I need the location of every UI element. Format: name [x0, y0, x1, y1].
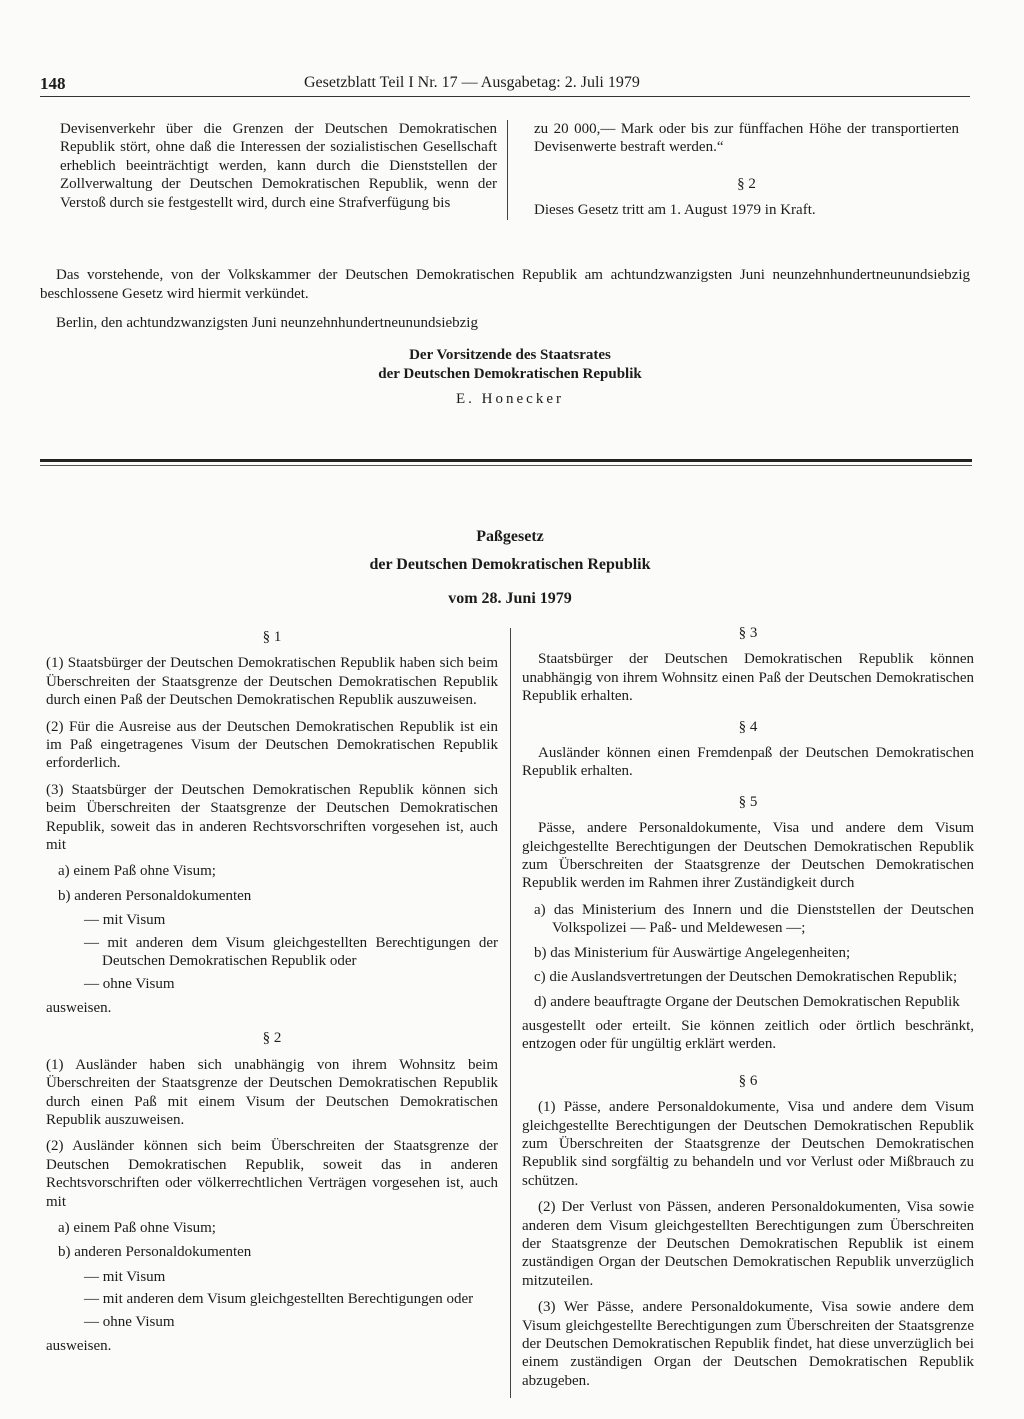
section-1-heading: § 1	[262, 629, 282, 645]
section-4-para: Ausländer können einen Fremdenpaß der Deutschen Demokratischen Republik erhalten.	[522, 745, 974, 780]
section-6-heading: § 6	[738, 1072, 758, 1089]
section-4-heading: § 4	[738, 718, 758, 735]
section-2-end: ausweisen.	[46, 1338, 112, 1354]
section-1-para-1: (1) Staatsbürger der Deutschen Demokratischen Republik haben sich beim Überschreiten der Staatsgrenze der Deutschen Demokratischen Republik durch einen Paß der Deutschen Demokratischen Republik auszuweisen.	[46, 655, 498, 709]
list-item: — mit Visum	[84, 912, 166, 929]
list-item: b) das Ministerium für Auswärtige Angelegenheiten;	[534, 944, 851, 961]
section-5-heading: § 5	[738, 793, 758, 810]
promulgation-text: Das vorstehende, von der Volkskammer der Deutschen Demokratischen Republik am achtundzwanzigsten Juni neunzehnhundertneunundsiebzig beschlossene Gesetz wird hiermit verkündet.	[40, 267, 970, 302]
list-item: — mit anderen dem Visum gleichgestellten Berechtigungen oder	[84, 1291, 474, 1308]
section-heading: § 2	[737, 175, 756, 192]
list-item: — ohne Visum	[84, 1313, 175, 1330]
list-item: d) andere beauftragte Organe der Deutschen Demokratischen Republik	[534, 993, 960, 1010]
divider-rule-thick	[40, 459, 972, 462]
list-item: a) einem Paß ohne Visum;	[58, 1219, 216, 1236]
page-number: 148	[40, 74, 66, 93]
law-title-line-3: vom 28. Juni 1979	[448, 590, 572, 607]
section-6-para-1: (1) Pässe, andere Personaldokumente, Visa und andere dem Visum gleichgestellte Berechtigungen der Deutschen Demokratischen Republik zum Überschreiten der Staatsgrenze der Deutschen Demokratischen Republik sind sorgfältig zu behandeln und vor Verlust oder Mißbrauch zu schützen.	[522, 1099, 974, 1189]
place-date: Berlin, den achtundzwanzigsten Juni neunzehnhundertneunundsiebzig	[56, 315, 478, 331]
section-text: Dieses Gesetz tritt am 1. August 1979 in Kraft.	[534, 202, 816, 219]
list-item: a) einem Paß ohne Visum;	[58, 863, 216, 880]
top-right-text: zu 20 000,— Mark oder bis zur fünffachen Höhe der transportierten Devisenwerte bestraft werden.“	[534, 121, 959, 156]
section-5-end: ausgestellt oder erteilt. Sie können zeitlich oder örtlich beschränkt, entzogen oder für ungültig erklärt werden.	[522, 1017, 974, 1053]
section-1-list	[46, 862, 498, 992]
section-5-para: Pässe, andere Personaldokumente, Visa und andere dem Visum gleichgestellte Berechtigungen der Deutschen Demokratischen Republik zum Überschreiten der Staatsgrenze der Deutschen Demokratischen Republik werden im Rahmen ihrer Zuständigkeit durch	[522, 820, 974, 892]
section-3-para: Staatsbürger der Deutschen Demokratischen Republik können unabhängig von ihrem Wohnsitz einen Paß der Deutschen Demokratischen Republik erhalten.	[522, 651, 974, 705]
section-5-list	[522, 901, 974, 1011]
section-3-heading: § 3	[738, 625, 758, 641]
list-item: b) anderen Personaldokumenten	[58, 1244, 252, 1261]
law-title-line-1: Paßgesetz	[476, 528, 544, 545]
main-right-column	[522, 624, 974, 1398]
section-1-para-2: (2) Für die Ausreise aus der Deutschen Demokratischen Republik ist ein im Paß eingetragenes Visum der Deutschen Demokratischen Republik erforderlich.	[46, 718, 498, 772]
top-right-column	[534, 120, 959, 228]
header-title: Gesetzblatt Teil I Nr. 17 — Ausgabetag: 2. Juli 1979	[304, 74, 640, 91]
column-divider-main	[510, 628, 511, 1398]
section-2-heading: § 2	[262, 1030, 282, 1047]
page-header	[40, 74, 970, 97]
signature-line-2: der Deutschen Demokratischen Republik	[378, 366, 642, 382]
section-6-para-2: (2) Der Verlust von Pässen, anderen Personaldokumenten, Visa sowie anderen dem Visum gleichgestellten Berechtigungen zum Überschreiten der Staatsgrenze der Deutschen Demokratischen Republik ist einem zuständigen Organ der Deutschen Demokratischen Republik unverzüglich mitzuteilen.	[522, 1199, 974, 1289]
list-item: — ohne Visum	[84, 975, 175, 992]
list-item: — mit anderen dem Visum gleichgestellten Berechtigungen der Deutschen Demokratischen Republik oder	[84, 934, 498, 970]
top-left-text: Devisenverkehr über die Grenzen der Deutschen Demokratischen Republik stört, ohne daß die Interessen der sozialistischen Gesellschaft erheblich beeinträchtigt werden, kann durch die Dienststellen der Zollverwaltung der Deutschen Demokratischen Republik, wenn der Verstoß durch sie festgestellt wird, durch eine Strafverfügung bis	[60, 121, 497, 211]
section-2-list	[46, 1219, 498, 1331]
list-item: a) das Ministerium des Innern und die Dienststellen der Deutschen Volkspolizei — Paß- und Meldewesen —;	[534, 901, 974, 937]
list-item: — mit Visum	[84, 1268, 166, 1285]
section-2-para-2: (2) Ausländer können sich beim Überschreiten der Staatsgrenze der Deutschen Demokratischen Republik, soweit das in anderen Rechtsvorschriften oder völkerrechtlichen Verträgen vorgesehen ist, auch mit	[46, 1138, 498, 1210]
divider-rule-thin	[40, 465, 972, 466]
list-item: c) die Auslandsvertretungen der Deutschen Demokratischen Republik;	[534, 969, 958, 986]
law-title	[200, 523, 820, 613]
list-item: b) anderen Personaldokumenten	[58, 887, 252, 904]
section-2-para-1: (1) Ausländer haben sich unabhängig von ihrem Wohnsitz beim Überschreiten der Staatsgrenze der Deutschen Demokratischen Republik durch einen Paß mit einem Visum der Deutschen Demokratischen Republik auszuweisen.	[46, 1056, 498, 1128]
section-1-end: ausweisen.	[46, 999, 112, 1016]
column-divider-top	[507, 120, 508, 220]
main-left-column	[46, 628, 498, 1363]
signature-line-1: Der Vorsitzende des Staatsrates	[409, 347, 611, 363]
law-title-line-2: der Deutschen Demokratischen Republik	[369, 556, 651, 573]
top-left-column	[60, 120, 497, 220]
section-1-para-3: (3) Staatsbürger der Deutschen Demokratischen Republik können sich beim Überschreiten der Staatsgrenze der Deutschen Demokratischen Republik, soweit das in anderen Rechtsvorschriften vorgesehen ist, auch mit	[46, 781, 498, 854]
signature-block	[240, 346, 780, 409]
section-6-para-3: (3) Wer Pässe, andere Personaldokumente, Visa sowie andere dem Visum gleichgestellte Berechtigungen zum Überschreiten der Staatsgrenze der Deutschen Demokratischen Republik findet, hat diese unverzüglich bei einem zuständigen Organ der Deutschen Demokratischen Republik abzugeben.	[522, 1299, 974, 1389]
signature-name: E. Honecker	[456, 391, 564, 407]
